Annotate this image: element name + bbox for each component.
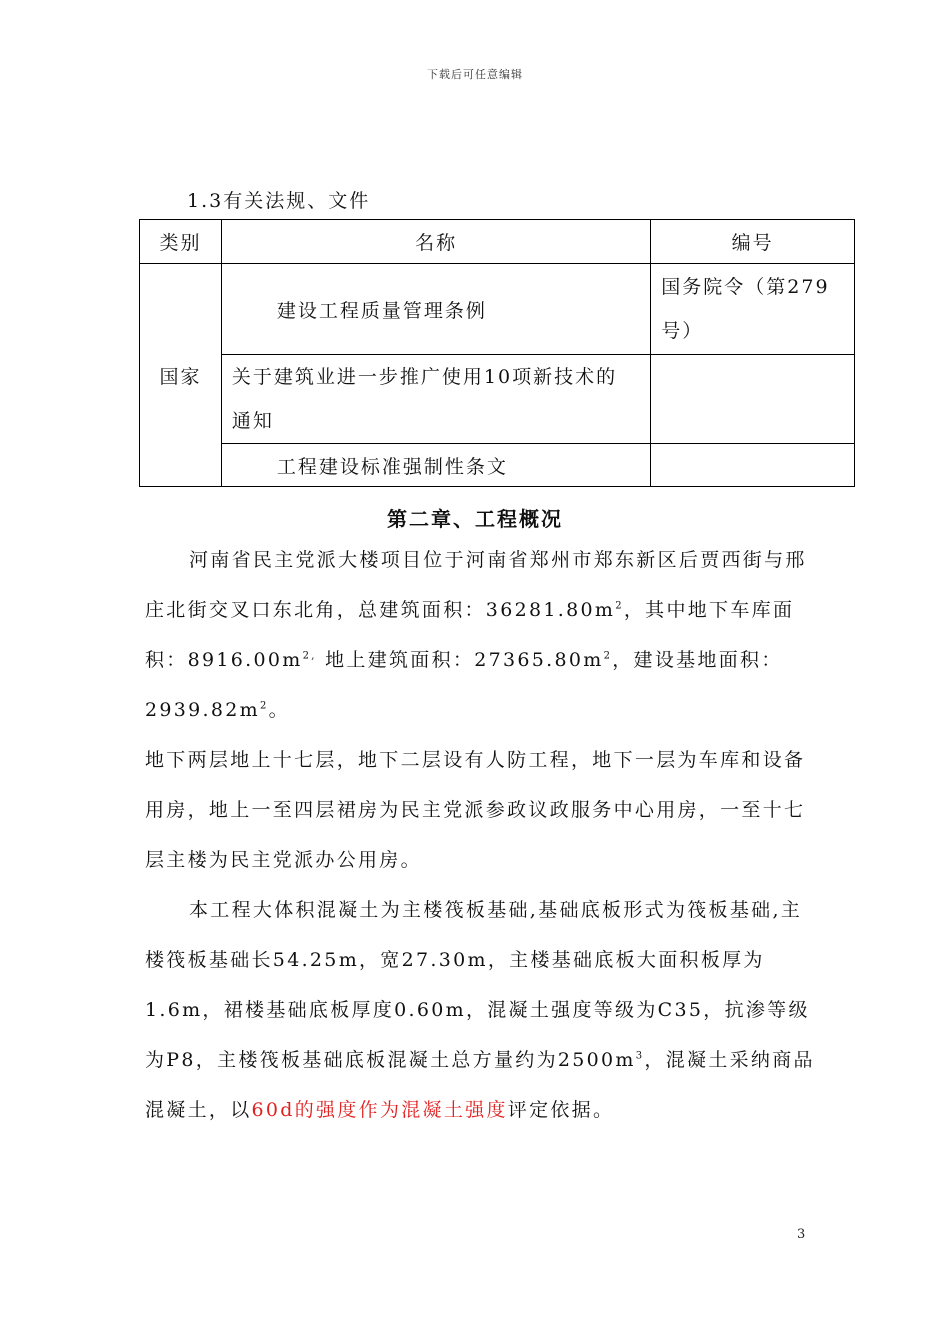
number-line-1: 国务院令（第279 [661,276,830,298]
p1-text-d: ，建设基地面积：2939.82m [145,649,783,721]
regulations-table [139,219,855,487]
chapter-title: 第二章、工程概况 [387,507,563,531]
section-title: 1.3有关法规、文件 [187,190,371,212]
regulation-number [651,264,855,355]
regulation-name [221,355,650,444]
p3-text-c: 评定依据。 [507,1099,615,1121]
overview-paragraph-3 [145,885,815,1135]
header-name: 名称 [221,220,650,264]
header-category: 类别 [140,220,222,264]
table-row [140,264,855,355]
page-number: 3 [797,1227,806,1242]
p3-emphasis-text: 60d的强度作为混凝土强度 [251,1099,508,1121]
overview-paragraph-1 [145,535,815,735]
number-line-2: 号） [661,320,704,342]
regulation-number [651,444,855,487]
table-row [140,355,855,444]
regulation-number [651,355,855,444]
p1-sup-a: 2 [615,600,624,612]
header-number: 编号 [651,220,855,264]
p1-sup-c: 2 [603,650,613,662]
table-header-row [140,220,855,264]
overview-paragraph-2: 地下两层地上十七层，地下二层设有人防工程，地下一层为车库和设备用房，地上一至四层裙房为民主党派参政议政服务中心用房，一至十七层主楼为民主党派办公用房。 [145,749,806,871]
p1-sup-b: 2, [302,650,317,662]
category-cell: 国家 [140,264,222,487]
p1-text-b: ，其中地下车库面积：8916.00m [145,599,795,671]
name-line-1: 关于建筑业进一步推广使用10项新技术的 [231,366,618,388]
name-line-2: 通知 [231,410,274,432]
p1-text-a: 河南省民主党派大楼项目位于河南省郑州市郑东新区后贾西街与邢庄北街交叉口东北角，总建筑面积：36281.80m [145,549,807,621]
p1-text-c: 地上建筑面积：27365.80m [316,649,604,671]
p3-text-a: 本工程大体积混凝土为主楼筏板基础,基础底板形式为筏板基础,主楼筏板基础长54.25m，宽27.30m，主楼基础底板大面积板厚为1.6m，裙楼基础底板厚度0.60m，混凝土强度等级为C35，抗渗等级为P8，主楼筏板基础底板混凝土总方量约为2500m [145,899,810,1071]
table-row [140,444,855,487]
p3-sup-a: 3 [635,1050,645,1062]
regulation-name: 建设工程质量管理条例 [221,264,650,355]
p1-text-e: 。 [268,699,290,721]
p3-text-b: ，混凝土采纳商品混凝土，以 [145,1049,815,1121]
regulation-name: 工程建设标准强制性条文 [221,444,650,487]
page-header: 下载后可任意编辑 [427,68,523,81]
p1-sup-d: 2 [260,700,269,712]
